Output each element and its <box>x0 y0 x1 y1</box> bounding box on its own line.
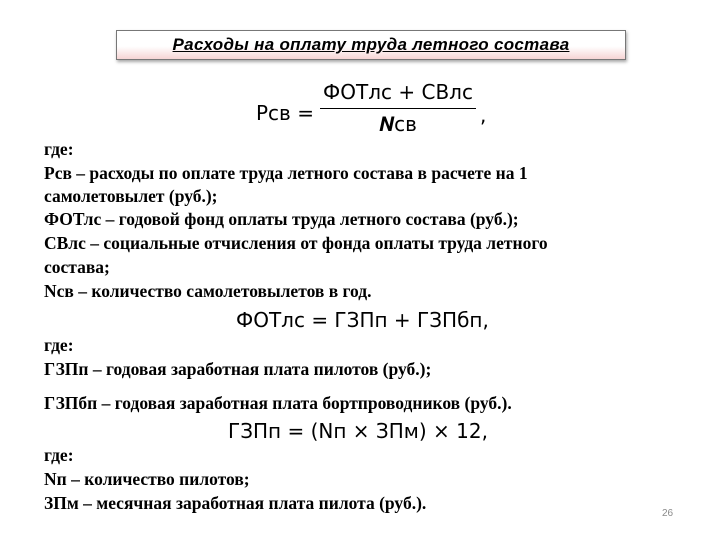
text-line: где: <box>44 445 74 465</box>
page-number: 26 <box>662 508 674 519</box>
text-line: ГЗПп – годовая заработная плата пилотов (руб.); <box>44 359 432 379</box>
fraction-bar <box>320 108 476 109</box>
slide-title-box <box>116 30 626 60</box>
text-line: где: <box>44 335 74 355</box>
text-line: ГЗПбп – годовая заработная плата бортпроводников (руб.). <box>44 393 512 413</box>
text-line: ФОТлс – годовой фонд оплаты труда летного состава (руб.); <box>44 209 519 229</box>
text-line: Nп – количество пилотов; <box>44 469 250 489</box>
formula1-lhs: Рсв = <box>256 101 314 125</box>
formula3: ГЗПп = (Nп × ЗПм) × 12, <box>228 419 488 443</box>
formula2: ФОТлс = ГЗПп + ГЗПбп, <box>236 308 489 332</box>
text-line: ЗПм – месячная заработная плата пилота (руб.). <box>44 493 427 513</box>
slide-title: Расходы на оплату труда летного состава <box>172 35 570 54</box>
text-line: Nсв – количество самолетовылетов в год. <box>44 281 372 301</box>
text-line: где: <box>44 139 74 159</box>
text-line: самолетовылет (руб.); <box>44 186 218 206</box>
text-line: состава; <box>44 257 110 277</box>
text-line: Рсв – расходы по оплате труда летного состава в расчете на 1 <box>44 163 528 183</box>
formula1-fraction <box>320 78 476 137</box>
formula1-denominator: 𝑵св <box>379 112 417 136</box>
formula1-numerator: ФОТлс + СВлс <box>323 80 473 104</box>
text-line: СВлс – социальные отчисления от фонда оплаты труда летного <box>44 233 548 253</box>
formula1-comma: , <box>480 103 487 127</box>
